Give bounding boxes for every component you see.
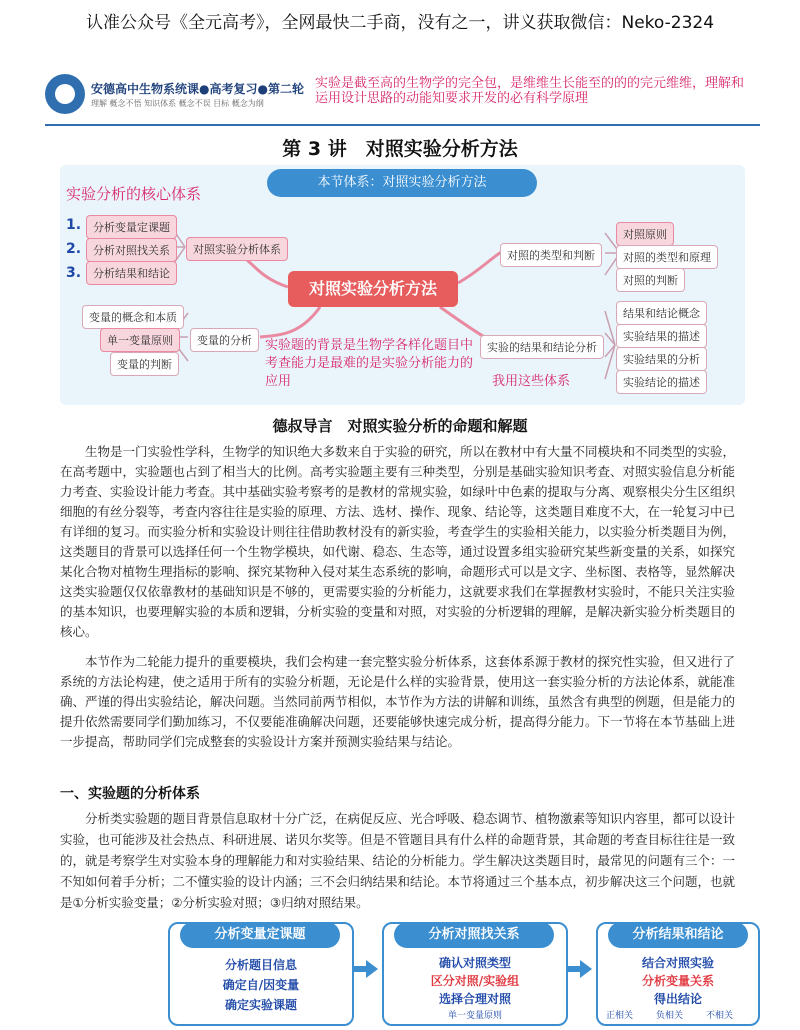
mindmap-hub: 变量的分析 [190, 328, 259, 352]
mindmap-node: 实验结论的描述 [616, 370, 707, 394]
mindmap-node: 对照的判断 [616, 268, 685, 292]
flow-tag: 单一变量原则 [447, 1011, 502, 1021]
mindmap-handwritten-note: 实验题的背景是生物学各样化题目中考查能力是最难的是实验分析能力的应用 [265, 338, 474, 389]
mindmap-node: 结果和结论概念 [616, 301, 707, 325]
handwritten-header-note: 实验是截至高的生物学的完全包，是维维生长能至的的的完元维维，理解和运用设计思路的动能知要求开发的必有科学原理 [315, 76, 745, 106]
mindmap-handwritten-title: 实验分析的核心体系 [66, 185, 202, 203]
flow-box-3 [596, 922, 760, 1026]
arrow-icon [354, 960, 378, 978]
flow-head: 分析结果和结论 [608, 922, 748, 948]
mindmap-hub: 对照实验分析体系 [186, 237, 288, 261]
flow-tag: 不相关 [706, 1011, 734, 1021]
flow-tag: 正相关 [606, 1011, 634, 1021]
course-motto: 理解 概念不悟 知识体系 概念不误 目标 概念为纲 [91, 99, 264, 108]
mindmap-hub: 对照的类型和判断 [500, 243, 602, 267]
course-title: 安德高中生物系统课●高考复习●第二轮 [91, 82, 304, 96]
section-heading: 一、实验题的分析体系 [60, 786, 200, 802]
flow-line: 分析变量关系 [641, 974, 714, 988]
mindmap [60, 165, 745, 405]
mindmap-node: 实验结果的描述 [616, 324, 707, 348]
mindmap-node: 对照原则 [616, 222, 674, 246]
mindmap-node: 分析对照找关系 [86, 238, 177, 262]
flow-tag: 负相关 [656, 1011, 684, 1021]
flow-line: 选择合理对照 [438, 992, 511, 1006]
mindmap-handwritten-side: 我用这些体系 [492, 374, 571, 389]
mindmap-header: 本节体系：对照实验分析方法 [267, 169, 537, 197]
mindmap-node: 对照的类型和原理 [616, 245, 718, 269]
flow-box-1 [168, 922, 354, 1026]
flow-line: 分析题目信息 [224, 958, 297, 972]
mindmap-node: 实验结果的分析 [616, 347, 707, 371]
lecture-title: 第 3 讲 对照实验分析方法 [282, 138, 518, 160]
mindmap-num-2: 2. [66, 241, 82, 257]
mindmap-num-1: 1. [66, 217, 82, 233]
section-paragraph: 分析类实验题的题目背景信息取材十分广泛，在病促反应、光合呼吸、稳态调节、植物激素等知识内容里，都可以设计实验，也可能涉及社会热点、科研进展、诺贝尔奖等。但是不管题目具有什么样的命题背景，其命题的考查目标往往是一致的，就是考察学生对实验本身的理解能力和对实验结果、结论的分析能力。学生解决这类题目时，最常见的问题有三个：一不知如何着手分析；二不懂实验的设计内涵；三不会归纳结果和结论。本节将通过三个基本点，初步解决这三个问题，也就是①分析实验变量；②分析实验对照；③归纳对照结果。 [60, 811, 736, 910]
intro-title: 德叔导言 对照实验分析的命题和解题 [272, 417, 528, 435]
top-banner: 认准公众号《全元高考》，全网最快二手商，没有之一，讲义获取微信：Neko-2324 [85, 13, 715, 33]
flow-line: 确定实验课题 [224, 998, 297, 1012]
mindmap-node: 分析变量定课题 [86, 215, 177, 239]
mindmap-node: 变量的判断 [110, 352, 179, 376]
flow-line: 区分对照/实验组 [430, 974, 520, 988]
mindmap-node: 分析结果和结论 [86, 261, 177, 285]
arrow-icon [568, 960, 592, 978]
header-divider [45, 124, 760, 126]
intro-paragraph-1: 生物是一门实验性学科，生物学的知识绝大多数来自于实验的研究，所以在教材中有大量不同模块和不同类型的实验，在高考题中，实验题也占到了相当大的比例。高考实验题主要有三种类型，分别是基础实验知识考查、对照实验信息分析能力考查、实验设计能力考查。其中基础实验考察考的是教材的常规实验，如绿叶中色素的提取与分离、观察根尖分生区组织细胞的有丝分裂等，考查内容往往是实验的原理、方法、选材、操作、现象、结论等，这类题目难度不大，在一轮复习中已有详细的复习。而实验分析和实验设计则往往借助教材没有的新实验，考查学生的实验相关能力，以实验分析类题目为例，这类题目的背景可以选择任何一个生物学模块，如代谢、稳态、生态等，通过设置多组实验研究某些新变量的关系，如探究某化合物对植物生理指标的影响、探究某物种入侵对某生态系统的影响，命题形式可以是文字、坐标图、表格等，显然解决这类实验题仅仅依靠教材的基础知识是不够的，更需要实验的分析能力，这就要求我们在掌握教材实验时，不能只关注实验的基本知识，也要理解实验的本质和逻辑，分析实验的变量和对照，对实验的分析逻辑的理解，是解决新实验分析类题目的核心。 [60, 444, 736, 639]
course-header [45, 74, 760, 124]
mindmap-center: 对照实验分析方法 [288, 271, 458, 307]
flow-line: 结合对照实验 [641, 956, 714, 970]
mindmap-hub: 实验的结果和结论分析 [480, 335, 604, 359]
flow-line: 确定自/因变量 [222, 978, 300, 992]
flow-line: 确认对照类型 [438, 956, 511, 970]
flow-head: 分析变量定课题 [180, 922, 340, 948]
mindmap-node: 单一变量原则 [100, 328, 180, 352]
flow-line: 得出结论 [653, 992, 702, 1006]
intro-paragraph-2: 本节作为二轮能力提升的重要模块，我们会构建一套完整实验分析体系，这套体系源于教材的探究性实验，但又进行了系统的方法论构建，使之适用于所有的实验分析题，无论是什么样的实验背景，使用这一套实验分析的方法论体系，就能准确、严谨的得出实验结论，解决问题。当然同前两节相似，本节作为方法的讲解和训练，虽然含有典型的例题，但是能力的提升依然需要同学们勤加练习，不仅要能准确解决问题，还要能够快速完成分析，提高得分能力。下一节将在本节基础上进一步提高，帮助同学们完成整套的实验设计方案并预测实验结果与结论。 [60, 654, 736, 749]
mindmap-node: 变量的概念和本质 [82, 305, 184, 329]
flow-box-2 [382, 922, 568, 1026]
logo-icon [45, 74, 85, 114]
mindmap-num-3: 3. [66, 265, 82, 281]
flow-head: 分析对照找关系 [394, 922, 554, 948]
